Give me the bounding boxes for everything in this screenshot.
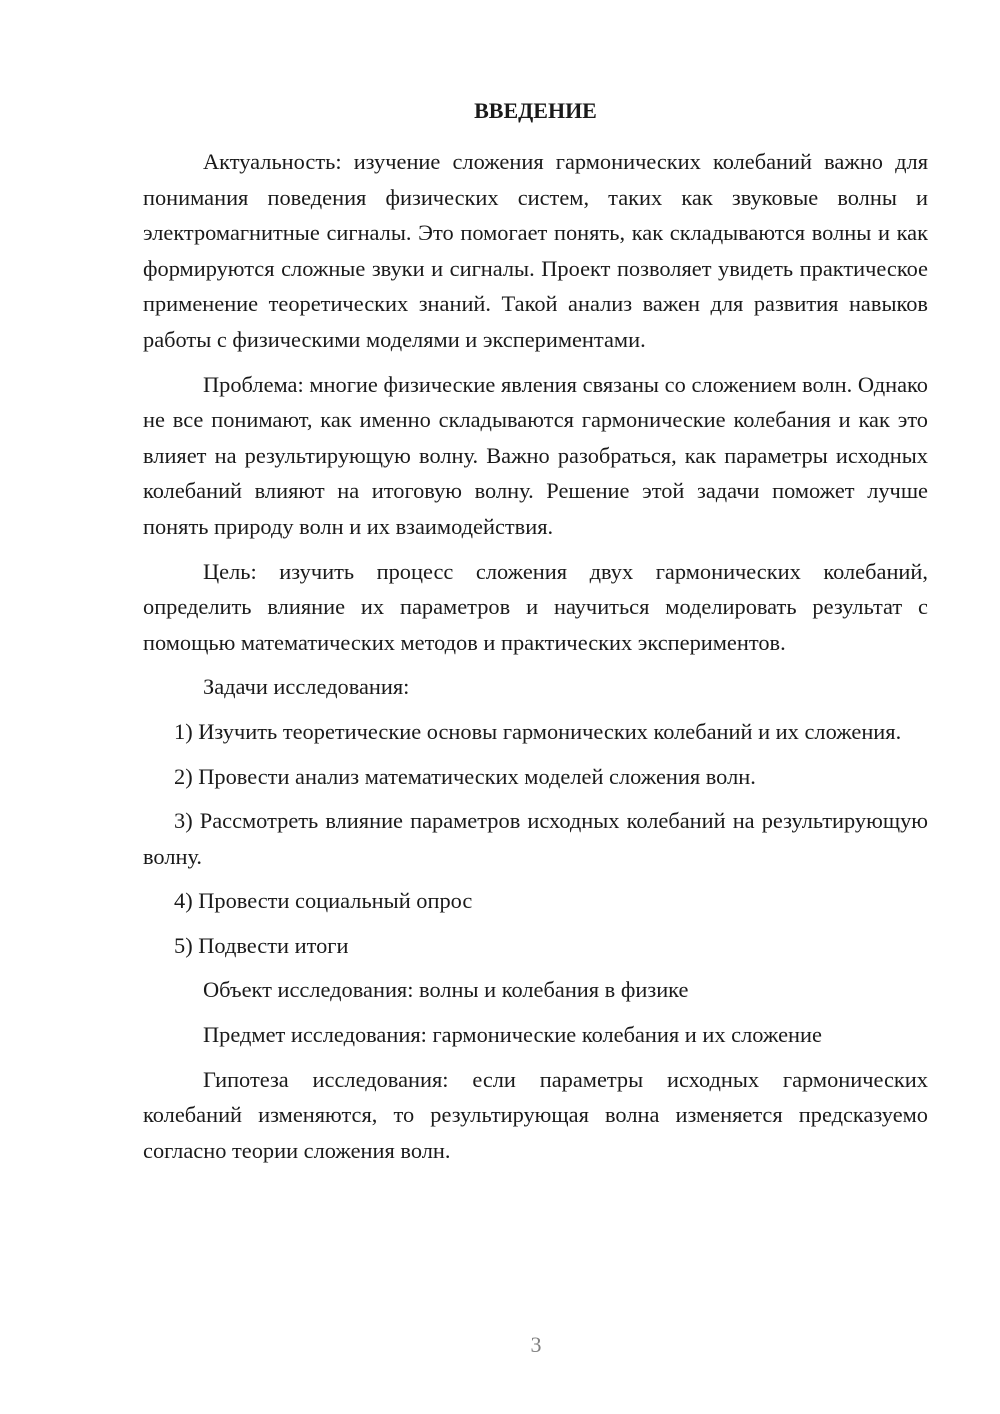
task-item-2: 2) Провести анализ математических моделей сложения волн. <box>174 763 756 789</box>
problem-paragraph: Проблема: многие физические явления связаны со сложением волн. Однако не все понимают, как именно складываются гармонические колебания и как это влияет на результирующую волну. Важно разобраться, как параметры исходных колебаний влияют на итоговую волну. Решение этой задачи поможет лучше понять природу волн и их взаимодействия. <box>143 371 928 539</box>
section-heading: ВВЕДЕНИЕ <box>474 98 597 123</box>
task-item-3: 3) Рассмотреть влияние параметров исходных колебаний на результирующую волну. <box>143 808 928 869</box>
page-content <box>143 96 928 1168</box>
subject-paragraph: Предмет исследования: гармонические колебания и их сложение <box>203 1022 822 1048</box>
task-item-1: 1) Изучить теоретические основы гармонических колебаний и их сложения. <box>174 718 902 744</box>
page-number: 3 <box>530 1332 542 1357</box>
task-item-5: 5) Подвести итоги <box>174 932 349 958</box>
hypothesis-paragraph: Гипотеза исследования: если параметры исходных гармонических колебаний изменяются, то результирующая волна изменяется предсказуемо согласно теории сложения волн. <box>143 1066 928 1163</box>
tasks-heading: Задачи исследования: <box>203 674 410 700</box>
goal-paragraph: Цель: изучить процесс сложения двух гармонических колебаний, определить влияние их параметров и научиться моделировать результат с помощью математических методов и практических экспериментов. <box>143 558 928 655</box>
object-paragraph: Объект исследования: волны и колебания в физике <box>203 977 689 1003</box>
relevance-paragraph: Актуальность: изучение сложения гармонических колебаний важно для понимания поведения физических систем, таких как звуковые волны и электромагнитные сигналы. Это помогает понять, как складываются волны и как формируются сложные звуки и сигналы. Проект позволяет увидеть практическое применение теоретических знаний. Такой анализ важен для развития навыков работы с физическими моделями и экспериментами. <box>143 149 928 352</box>
task-item-4: 4) Провести социальный опрос <box>174 888 473 914</box>
